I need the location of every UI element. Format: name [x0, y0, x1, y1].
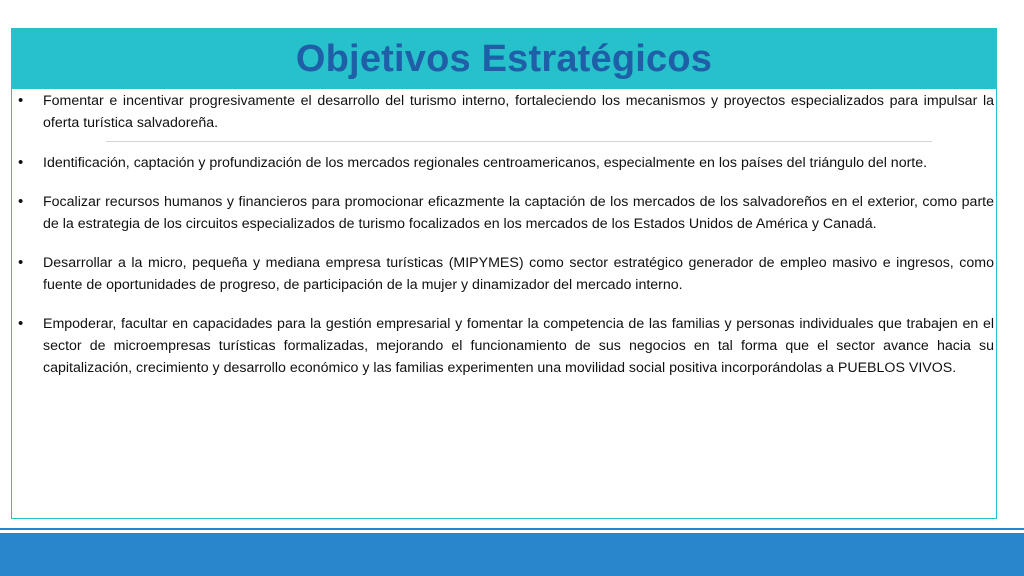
objective-item — [18, 152, 994, 174]
objective-text: Identificación, captación y profundización de los mercados regionales centroamericanos, especialmente en los países del triángulo del norte. — [43, 155, 928, 171]
footer-band — [0, 533, 1024, 576]
spacer — [18, 174, 994, 191]
slide-title: Objetivos Estratégicos — [295, 38, 713, 80]
objective-text: Desarrollar a la micro, pequeña y mediana empresa turísticas (MIPYMES) como sector estratégico generador de empleo masivo e ingresos, como fuente de oportunidades de progreso, de participación de la mujer y dinamizador del mercado interno. — [43, 255, 994, 293]
bullet-icon: • — [18, 154, 24, 171]
spacer — [18, 296, 994, 313]
objective-item — [18, 313, 994, 379]
objective-text: Empoderar, facultar en capacidades para la gestión empresarial y fomentar la competencia de las familias y personas individuales que trabajen en el sector de microempresas turísticas formalizadas, mejorando el funcionamiento de sus negocios en tal forma que el sector avance hacia su capitalización, crecimiento y desarrollo económico y las familias experimenten una movilidad social positiva incorporándolas a PUEBLOS VIVOS. — [43, 316, 994, 376]
bullet-icon: • — [18, 92, 24, 109]
title-bar — [12, 29, 996, 89]
objective-item — [18, 191, 994, 235]
objective-text: Focalizar recursos humanos y financieros para promocionar eficazmente la captación de los mercados de los salvadoreños en el exterior, como parte de la estrategia de los circuitos especializados de turismo focalizados en los mercados de los Estados Unidos de América y Canadá. — [43, 194, 994, 232]
divider — [106, 141, 932, 142]
bullet-icon: • — [18, 193, 24, 210]
bullet-icon: • — [18, 254, 24, 271]
objectives-list — [18, 90, 994, 379]
content-panel — [11, 28, 997, 519]
objective-item — [18, 90, 994, 134]
footer-accent-line — [0, 528, 1024, 530]
objective-text: Fomentar e incentivar progresivamente el desarrollo del turismo interno, fortaleciendo los mecanismos y proyectos especializados para impulsar la oferta turística salvadoreña. — [43, 93, 994, 131]
objective-item — [18, 252, 994, 296]
bullet-icon: • — [18, 315, 24, 332]
spacer — [18, 235, 994, 252]
